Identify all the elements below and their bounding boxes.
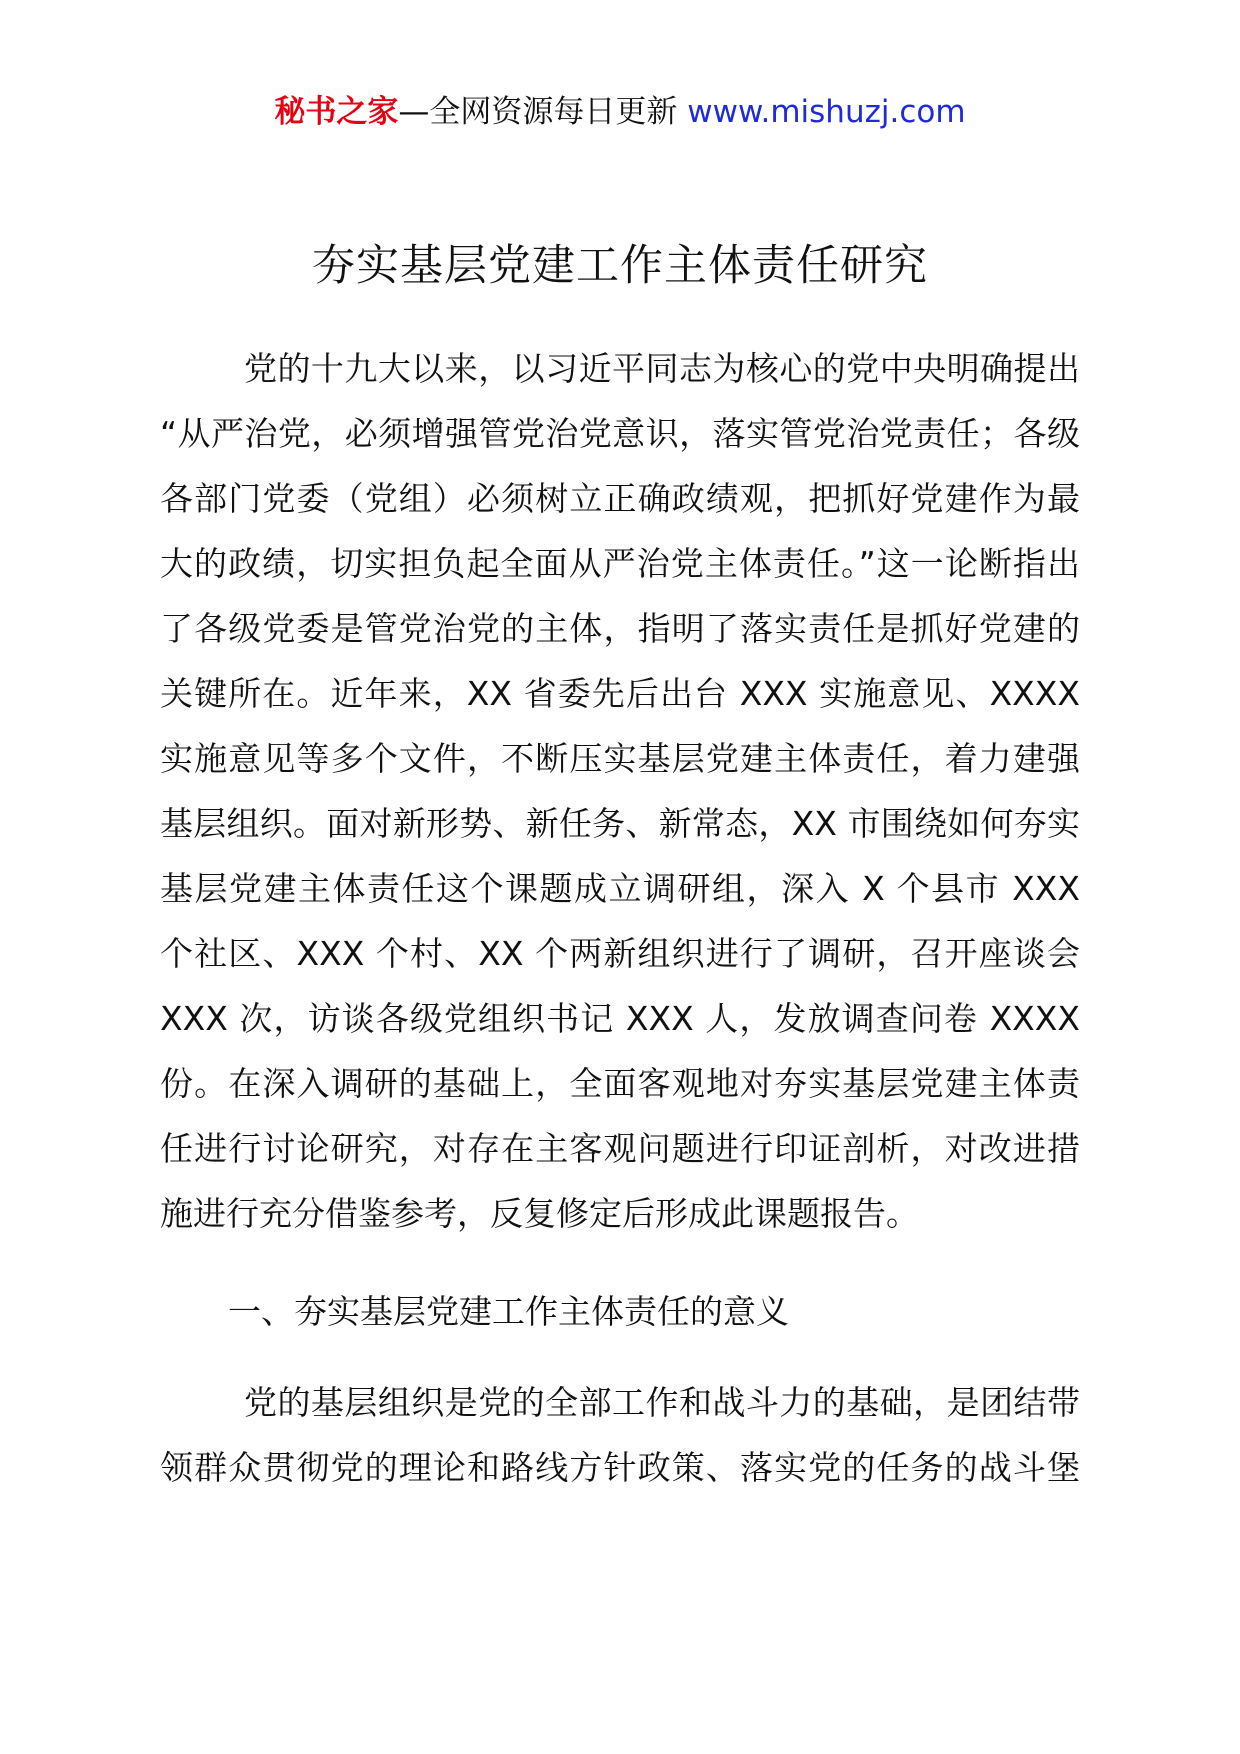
text-line: 各部门党委（党组）必须树立正确政绩观，把抓好党建作为最 [160,479,1080,518]
site-slogan: —全网资源每日更新 [398,94,678,130]
text-line: 个社区、XXX 个村、XX 个两新组织进行了调研，召开座谈会 [160,934,1080,973]
text-line: 关键所在。近年来，XX 省委先后出台 XXX 实施意见、XXXX [160,674,1080,713]
document-title: 夯实基层党建工作主体责任研究 [312,241,928,291]
section-heading: 一、夯实基层党建工作主体责任的意义 [228,1292,789,1331]
site-url[interactable]: www.mishuzj.com [677,94,966,130]
text-line: 份。在深入调研的基础上，全面客观地对夯实基层党建主体责 [160,1064,1080,1103]
text-line: 基层组织。面对新形势、新任务、新常态，XX 市围绕如何夯实 [160,804,1080,843]
text-line: 实施意见等多个文件，不断压实基层党建主体责任，着力建强 [160,739,1080,778]
text-line: 大的政绩，切实担负起全面从严治党主体责任。”这一论断指出 [160,544,1080,583]
text-line: 领群众贯彻党的理论和路线方针政策、落实党的任务的战斗堡 [160,1448,1080,1487]
text-line: 党的基层组织是党的全部工作和战斗力的基础，是团结带 [244,1383,1080,1422]
site-header [0,92,1240,132]
text-line: 了各级党委是管党治党的主体，指明了落实责任是抓好党建的 [160,609,1080,648]
paragraph-section1 [160,1370,1080,1500]
text-line: 施进行充分借鉴参考，反复修定后形成此课题报告。 [160,1194,919,1233]
text-line: XXX 次，访谈各级党组织书记 XXX 人，发放调查问卷 XXXX [160,999,1080,1038]
site-brand: 秘书之家 [274,94,399,130]
paragraph-intro [160,336,1080,1246]
text-line: 任进行讨论研究，对存在主客观问题进行印证剖析，对改进措 [160,1129,1080,1168]
text-line: 党的十九大以来，以习近平同志为核心的党中央明确提出 [244,349,1080,388]
text-line: 基层党建主体责任这个课题成立调研组，深入 X 个县市 XXX [160,869,1080,908]
text-line: “从严治党，必须增强管党治党意识，落实管党治党责任；各级 [160,414,1080,453]
